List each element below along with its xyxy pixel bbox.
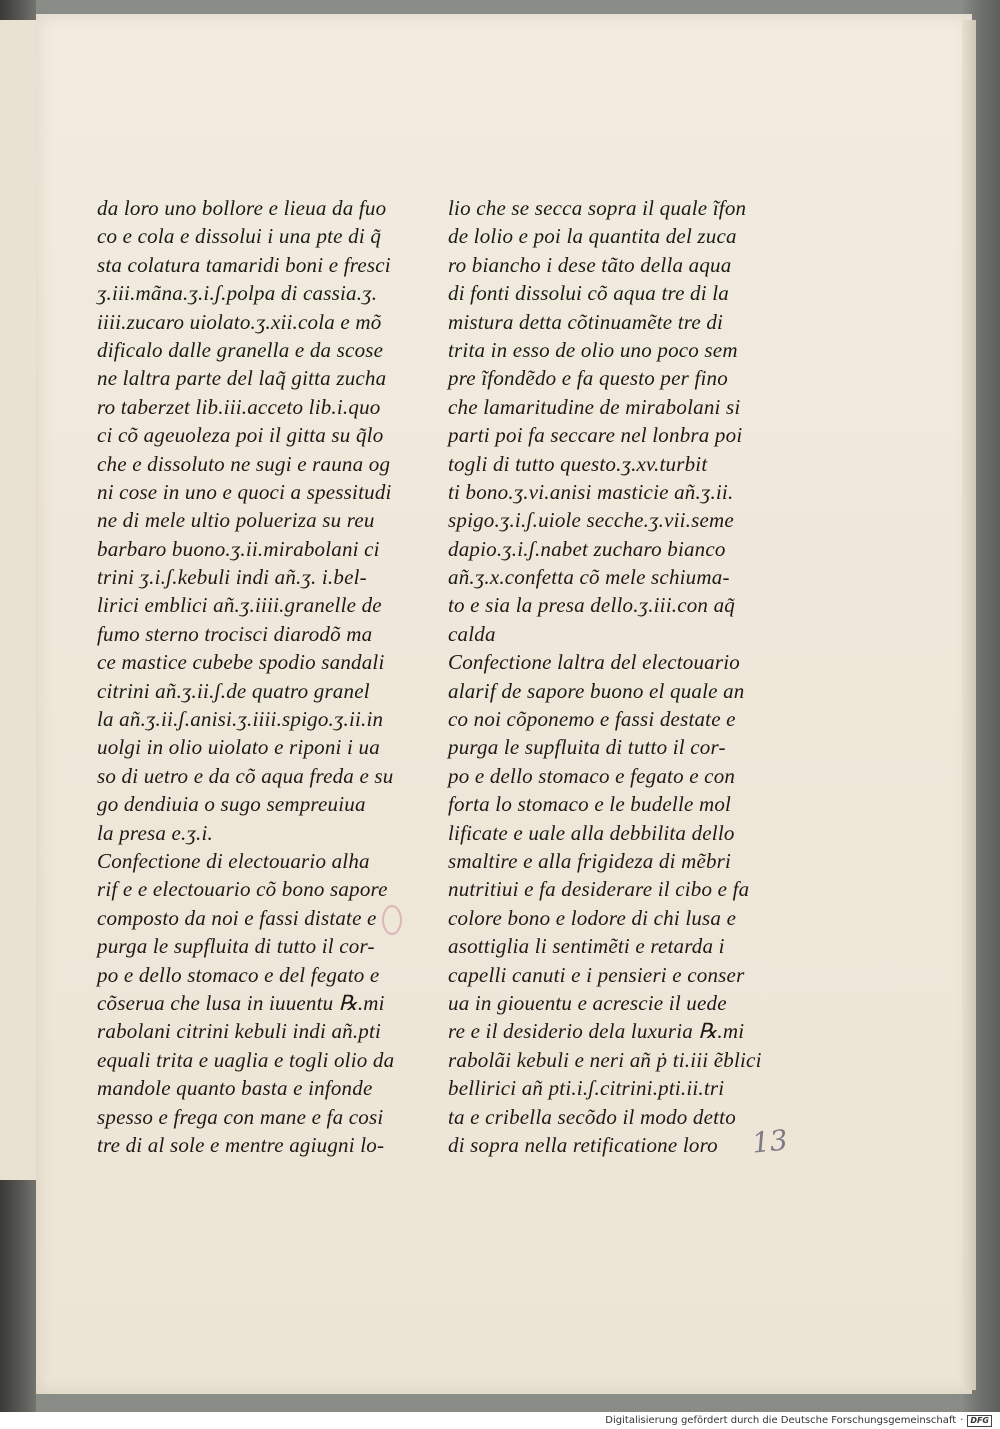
text-line: bellirici añ pti.i.ʃ.citrini.pti.ii.tri [448,1076,725,1101]
text-line: ne di mele ultio polueriza su reu [97,508,375,533]
text-line: calda [448,621,496,646]
text-line: go dendiuia o sugo sempreuiua [97,792,366,817]
text-line: che lamaritudine de mirabolani si [448,394,741,419]
text-line: dificalo dalle granella e da scose [97,337,384,362]
text-line: añ.ʒ.x.confetta cõ mele schiuma- [448,565,730,590]
text-line: po e dello stomaco e fegato e con [448,763,736,788]
text-line: composto da noi e fassi distate e [97,905,377,930]
text-line: alarif de sapore buono el quale an [448,678,745,703]
text-line: so di uetro e da cõ aqua freda e su [97,763,394,788]
text-line: ta e cribella secõdo il modo detto [448,1104,736,1129]
text-line: rif e e electouario cõ bono sapore [97,877,388,902]
text-line: ua in giouentu e acrescie il uede [448,990,727,1015]
text-line: mistura detta cõtinuamẽte tre di [448,309,724,334]
text-line: asottiglia li sentimẽti e retarda i [448,934,725,959]
text-line: ʒ.iii.mãna.ʒ.i.ʃ.polpa di cassia.ʒ. [97,281,378,306]
text-line: smaltire e alla frigideza di mẽbri [448,848,732,873]
text-line: ro biancho i dese tãto della aqua [448,252,732,277]
text-line: da loro uno bollore e lieua da fuo [97,196,387,220]
text-line: co noi cõponemo e fassi destate e [448,707,736,732]
text-line: togli di tutto questo.ʒ.xv.turbit [448,451,708,476]
text-line: colore bono e lodore di chi lusa e [448,905,737,930]
text-line: forta lo stomaco e le budelle mol [448,792,732,817]
text-line: la presa e.ʒ.i. [97,820,213,845]
text-line: ne laltra parte del laq̃ gitta zucha [97,366,387,391]
text-line: re e il desiderio dela luxuria ℞.mi [448,1019,745,1044]
separator-dot: · [960,1415,964,1426]
text-column-right [448,194,778,1159]
text-line: spesso e frega con mane e fa cosi [97,1104,384,1129]
credit-text: Digitalisierung gefördert durch die Deutsche Forschungsgemeinschaft [605,1415,957,1426]
library-stamp-mark [382,905,402,935]
text-line: lio che se secca sopra il quale ĩfon [448,196,747,220]
text-line: ce mastice cubebe spodio sandali [97,650,385,675]
text-line: de lolio e poi la quantita del zuca [448,224,737,249]
text-line: spigo.ʒ.i.ʃ.uiole secche.ʒ.vii.seme [448,508,734,533]
text-line: dapio.ʒ.i.ʃ.nabet zucharo bianco [448,536,726,561]
text-line: iiii.zucaro uiolato.ʒ.xii.cola e mõ [97,309,382,334]
text-line: po e dello stomaco e del fegato e [97,962,380,987]
text-line: di sopra nella retificatione loro [448,1132,718,1157]
text-line: che e dissoluto ne sugi e rauna og [97,451,391,476]
text-line: cõserua che lusa in iuuentu ℞.mi [97,990,385,1015]
text-line: pre ĩfondẽdo e fa questo per fino [448,366,728,391]
text-line: rabolãi kebuli e neri añ ṗ ti.iii ẽblici [448,1047,762,1072]
text-line: equali trita e uaglia e togli olio da [97,1047,395,1072]
text-line: citrini añ.ʒ.ii.ʃ.de quatro granel [97,678,370,703]
text-line: trini ʒ.i.ʃ.kebuli indi añ.ʒ. i.bel- [97,565,367,590]
page-fore-edge [962,20,976,1390]
text-line: purga le supfluita di tutto il cor- [97,934,375,959]
text-line: lirici emblici añ.ʒ.iiii.granelle de [97,593,382,618]
text-line: co e cola e dissolui i una pte di q̃ [97,224,382,249]
text-line: purga le supfluita di tutto il cor- [448,735,726,760]
text-line: sta colatura tamaridi boni e fresci [97,252,391,277]
text-line: rabolani citrini kebuli indi añ.pti [97,1019,382,1044]
text-line: to e sia la presa dello.ʒ.iii.con aq̃ [448,593,735,618]
text-line: Confectione laltra del electouario [448,650,740,675]
dfg-logo: DFG [967,1415,992,1427]
text-line: capelli canuti e i pensieri e conser [448,962,745,987]
footer-credit [605,1412,992,1429]
text-line: mandole quanto basta e infonde [97,1076,373,1101]
text-line: tre di al sole e mentre agiugni lo- [97,1132,385,1157]
text-line: ci cõ ageuoleza poi il gitta su q̃lo [97,423,384,448]
text-line: ro taberzet lib.iii.acceto lib.i.quo [97,394,381,419]
text-line: uolgi in olio uiolato e riponi i ua [97,735,380,760]
text-line: ti bono.ʒ.vi.anisi masticie añ.ʒ.ii. [448,479,734,504]
text-line: parti poi fa seccare nel lonbra poi [448,423,743,448]
text-line: trita in esso de olio uno poco sem [448,337,738,362]
text-line: Confectione di electouario alha [97,848,370,873]
text-line: di fonti dissolui cõ aqua tre di la [448,281,729,306]
text-line: lificate e uale alla debbilita dello [448,820,735,845]
text-line: la añ.ʒ.ii.ʃ.anisi.ʒ.iiii.spigo.ʒ.ii.in [97,707,384,732]
text-line: nutritiui e fa desiderare il cibo e fa [448,877,750,902]
text-column-left [97,194,407,1159]
folio-number: 13 [750,1123,790,1160]
text-line: fumo sterno trocisci diarodõ ma [97,621,373,646]
text-line: ni cose in uno e quoci a spessitudi [97,479,392,504]
text-line: barbaro buono.ʒ.ii.mirabolani ci [97,536,380,561]
